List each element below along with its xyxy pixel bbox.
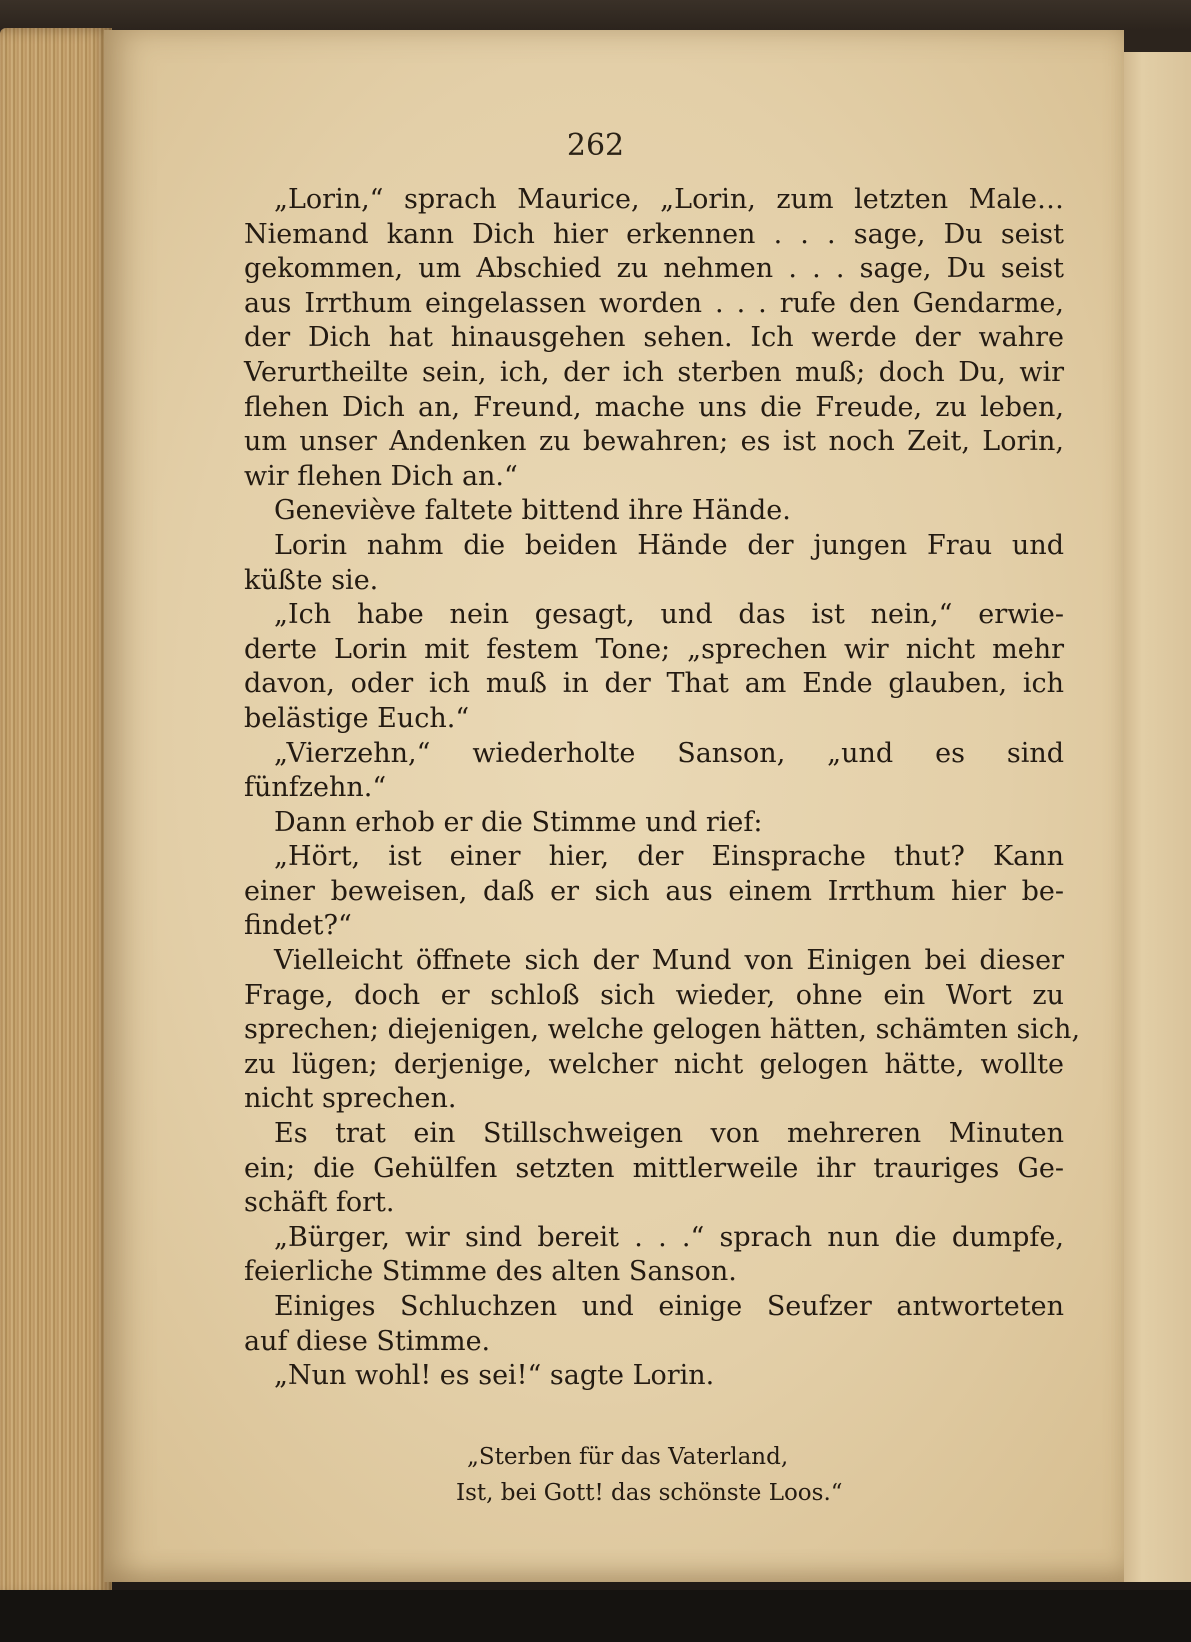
text-line: Dann erhob er die Stimme und rief: bbox=[274, 806, 763, 838]
text-line: „Ich habe nein gesagt, und das ist nein,“ erwie- bbox=[274, 599, 1064, 631]
text-line: Einiges Schluchzen und einige Seufzer antworteten bbox=[274, 1291, 1064, 1322]
text-line: davon, oder ich muß in der That am Ende glauben, ich bbox=[244, 668, 1064, 700]
text-line: auf diese Stimme. bbox=[244, 1325, 491, 1357]
text-line: derte Lorin mit festem Tone; „sprechen wir nicht mehr bbox=[244, 633, 1064, 665]
text-line: findet?“ bbox=[244, 910, 352, 942]
text-line: Es trat ein Stillschweigen von mehreren Minuten bbox=[274, 1118, 1064, 1150]
text-line: Frage, doch er schloß sich wieder, ohne ein Wort zu bbox=[244, 979, 1064, 1011]
text-line: nicht sprechen. bbox=[244, 1083, 457, 1115]
text-line: schäft fort. bbox=[244, 1187, 395, 1219]
poem-verse: „Sterben für das Vaterland, bbox=[467, 1444, 789, 1470]
text-line: „Nun wohl! es sei!“ sagte Lorin. bbox=[274, 1360, 715, 1392]
text-line: feierliche Stimme des alten Sanson. bbox=[244, 1256, 737, 1288]
text-line: aus Irrthum eingelassen worden . . . rufe den Gendarme, bbox=[244, 287, 1064, 319]
text-line: Verurtheilte sein, ich, der ich sterben muß; doch Du, wir bbox=[244, 356, 1064, 388]
body-text bbox=[244, 183, 1081, 1394]
text-line: einer beweisen, daß er sich aus einem Irrthum hier be- bbox=[244, 875, 1064, 907]
text-line: fünfzehn.“ bbox=[244, 772, 387, 804]
book-page-edges bbox=[0, 28, 112, 1598]
scan-background bbox=[0, 1590, 1191, 1642]
text-line: „Lorin,“ sprach Maurice, „Lorin, zum letzten Male… bbox=[274, 184, 1064, 215]
text-line: Vielleicht öffnete sich der Mund von Einigen bei dieser bbox=[274, 945, 1064, 977]
text-line: wir flehen Dich an.“ bbox=[244, 460, 518, 492]
text-line: sprechen; diejenigen, welche gelogen hätten, schämten sich, bbox=[244, 1014, 1081, 1046]
text-line: „Hört, ist einer hier, der Einsprache thut? Kann bbox=[274, 841, 1064, 873]
facing-page-edge bbox=[1118, 52, 1191, 1582]
text-line: zu lügen; derjenige, welcher nicht gelogen hätte, wollte bbox=[244, 1048, 1064, 1080]
text-line: ein; die Gehülfen setzten mittlerweile ihr trauriges Ge- bbox=[244, 1152, 1064, 1184]
text-line: „Bürger, wir sind bereit . . .“ sprach nun die dumpfe, bbox=[274, 1221, 1064, 1253]
text-line: gekommen, um Abschied zu nehmen . . . sage, Du seist bbox=[244, 253, 1064, 285]
text-line: um unser Andenken zu bewahren; es ist noch Zeit, Lorin, bbox=[244, 426, 1064, 458]
page-number: 262 bbox=[566, 128, 625, 163]
text-line: der Dich hat hinausgehen sehen. Ich werde der wahre bbox=[244, 322, 1064, 354]
poem-verse: Ist, bei Gott! das schönste Loos.“ bbox=[456, 1480, 843, 1506]
text-line: Niemand kann Dich hier erkennen . . . sage, Du seist bbox=[244, 218, 1064, 250]
text-line: flehen Dich an, Freund, mache uns die Freude, zu leben, bbox=[244, 391, 1064, 423]
text-line: Geneviève faltete bittend ihre Hände. bbox=[274, 495, 791, 527]
text-line: „Vierzehn,“ wiederholte Sanson, „und es sind bbox=[274, 737, 1064, 769]
text-line: Lorin nahm die beiden Hände der jungen Frau und bbox=[274, 529, 1064, 561]
text-line: küßte sie. bbox=[244, 564, 379, 596]
text-line: belästige Euch.“ bbox=[244, 702, 470, 734]
